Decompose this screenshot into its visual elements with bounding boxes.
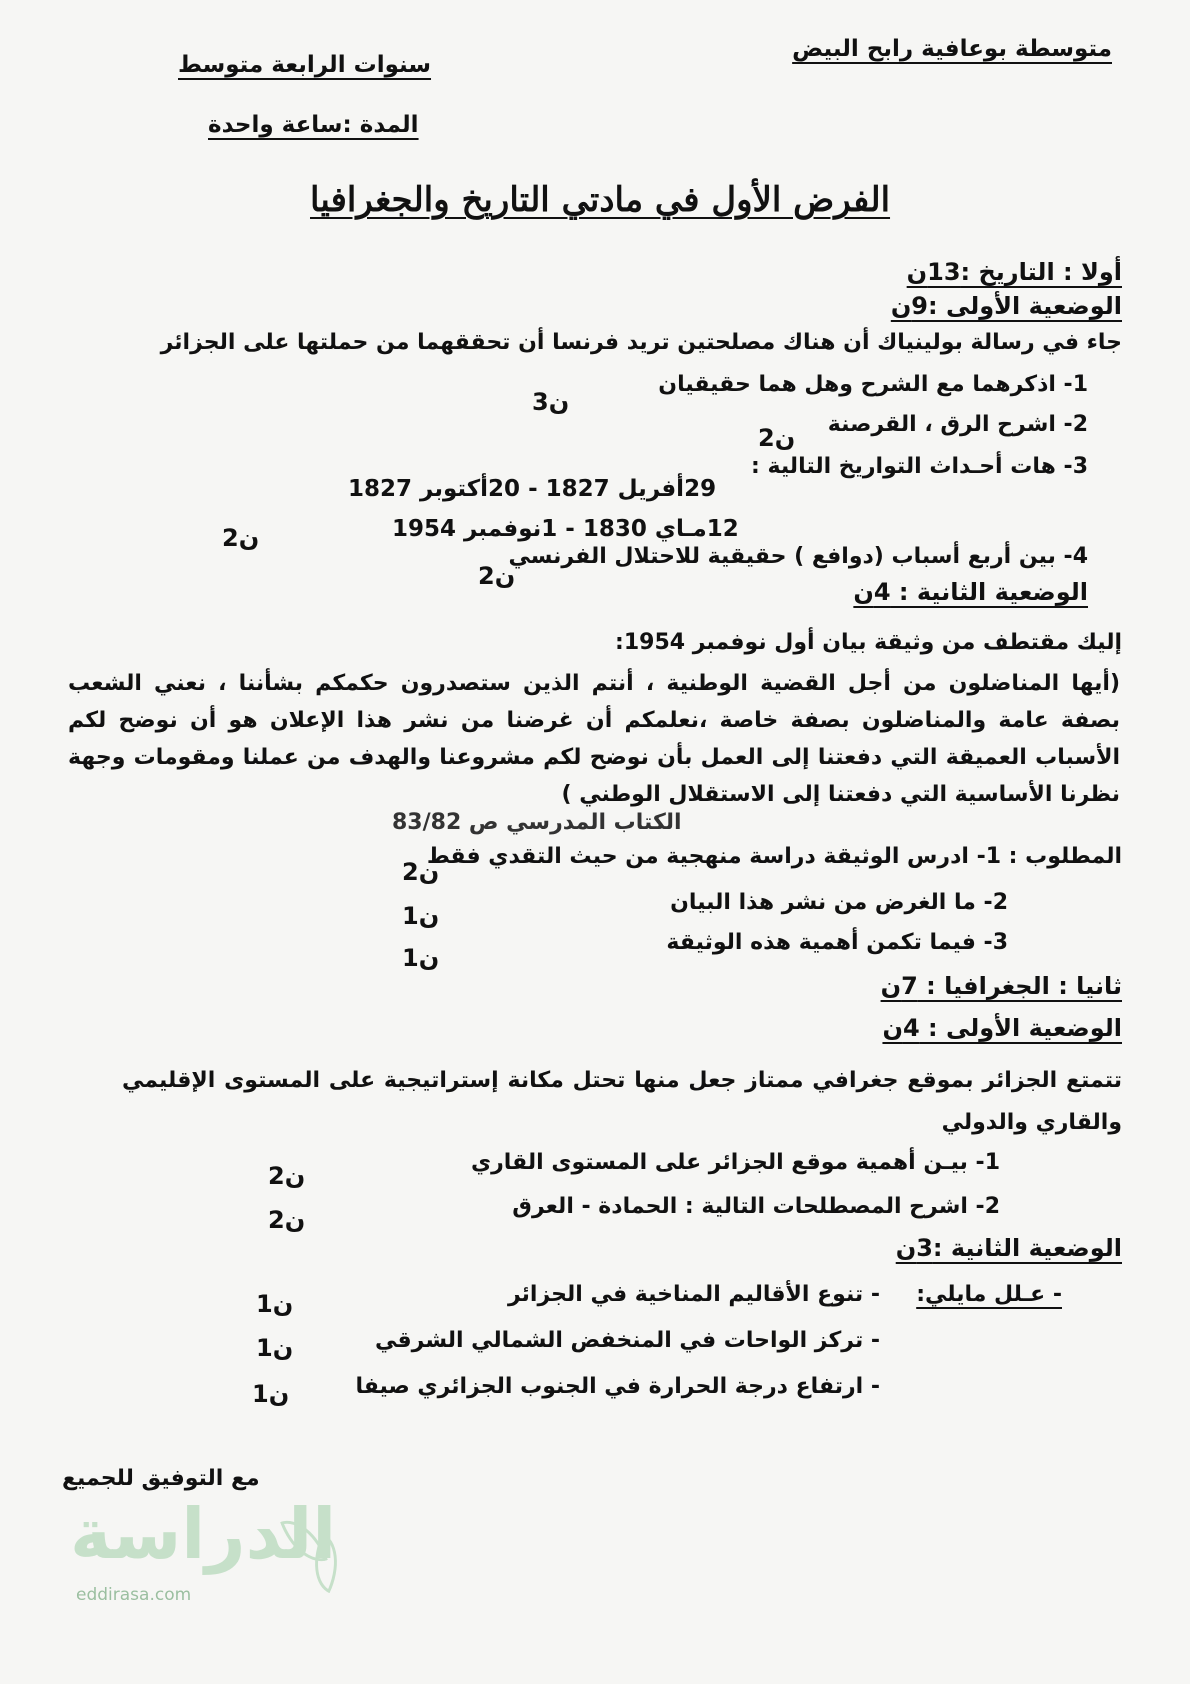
history-s1-q1: 1- اذكرهما مع الشرح وهل هما حقيقيان [658,372,1088,397]
school-name: متوسطة بوعافية رابح البيض [792,36,1112,62]
geography-s1-q1-mark: 2ن [268,1162,306,1190]
history-s1-q1-mark: 3ن [532,388,570,416]
history-situation1-intro: جاء في رسالة بولينياك أن هناك مصلحتين تريد فرنسا أن تحققهما من حملتها على الجزائر [160,330,1122,355]
history-s1-q2: 2- اشرح الرق ، القرصنة [827,412,1088,437]
history-s1-q4: 4- بين أربع أسباب (دوافع ) حقيقية للاحتلال الفرنسي [508,544,1088,569]
geography-situation1-intro: تتمتع الجزائر بموقع جغرافي ممتاز جعل منها تحتل مكانة إستراتيجية على المستوى الإقليمي والقاري والدولي [122,1068,1122,1135]
history-s2-q2: 2- ما الغرض من نشر هذا البيان [670,890,1008,915]
geography-s2-item-mark: 1ن [252,1380,290,1408]
geography-s1-q1: 1- بيـن أهمية موقع الجزائر على المستوى القاري [470,1150,1000,1175]
history-s1-q3-dates-line1: 29أفريل 1827 - 20أكتوبر 1827 [348,476,717,502]
geography-s2-lead: - عـلل مايلي: [916,1282,1062,1307]
geography-situation2-heading: الوضعية الثانية :3ن [895,1234,1122,1262]
history-situation2-quote: (أيها المناضلون من أجل القضية الوطنية ، أنتم الذين ستصدرون حكمكم بشأننا ، نعني الشعب بصفة عامة والمناضلون بصفة خاصة ،نعلمكم أن غرضنا من نشر هذا الإعلان هو أن نوضح لكم الأسباب العميقة التي دفعتنا إلى العمل بأن نوضح لكم مشروعنا والهدف من عملنا ومقومات وجهة نظرنا الأساسية التي دفعتنا إلى الاستقلال الوطني ) [68,671,1120,807]
exam-title: الفرض الأول في مادتي التاريخ والجغرافيا [310,180,891,220]
geography-s2-item: - تركز الواحات في المنخفض الشمالي الشرقي [374,1328,880,1353]
history-situation1-heading: الوضعية الأولى :9ن [890,292,1122,320]
geography-heading: ثانيا : الجغرافيا : 7ن [880,972,1122,1000]
history-s1-q4-mark: 2ن [478,562,516,590]
exam-duration: المدة :ساعة واحدة [208,112,419,138]
history-situation2-source: الكتاب المدرسي ص 83/82 [392,810,682,835]
history-s2-q2-mark: 1ن [402,902,440,930]
history-s2-q3: 3- فيما تكمن أهمية هذه الوثيقة [666,930,1008,955]
geography-s1-q2: 2- اشرح المصطلحات التالية : الحمادة - العرق [512,1194,1000,1219]
geography-s2-item: - تنوع الأقاليم المناخية في الجزائر [507,1282,880,1307]
closing-wish: مع التوفيق للجميع [62,1466,260,1491]
history-s2-q3-mark: 1ن [402,944,440,972]
geography-s2-item-mark: 1ن [256,1334,294,1362]
history-s2-q1-mark: 2ن [402,858,440,886]
watermark-text: الدراسة [70,1493,337,1575]
history-situation2-intro: إليك مقتطف من وثيقة بيان أول نوفمبر 1954: [615,630,1122,655]
history-situation2-required: المطلوب : 1- ادرس الوثيقة دراسة منهجية من حيث التقدي فقط [426,844,1122,869]
history-s1-q3-dates-line2: 12مـاي 1830 - 1نوفمبر 1954 [392,516,739,542]
history-situation2-heading: الوضعية الثانية : 4ن [853,578,1088,606]
watermark-logo [70,1475,337,1635]
geography-s2-item-mark: 1ن [256,1290,294,1318]
geography-situation1-heading: الوضعية الأولى : 4ن [882,1014,1122,1042]
history-s1-q3: 3- هات أحـداث التواريخ التالية : [751,454,1088,479]
history-s1-q2-mark: 2ن [758,424,796,452]
geography-s2-item: - ارتفاع درجة الحرارة في الجنوب الجزائري صيفا [355,1374,880,1399]
history-s1-q3-mark: 2ن [222,524,260,552]
history-heading: أولا : التاريخ :13ن [906,258,1122,286]
geography-s1-q2-mark: 2ن [268,1206,306,1234]
class-level: سنوات الرابعة متوسط [178,52,432,78]
watermark-url: eddirasa.com [76,1585,192,1605]
